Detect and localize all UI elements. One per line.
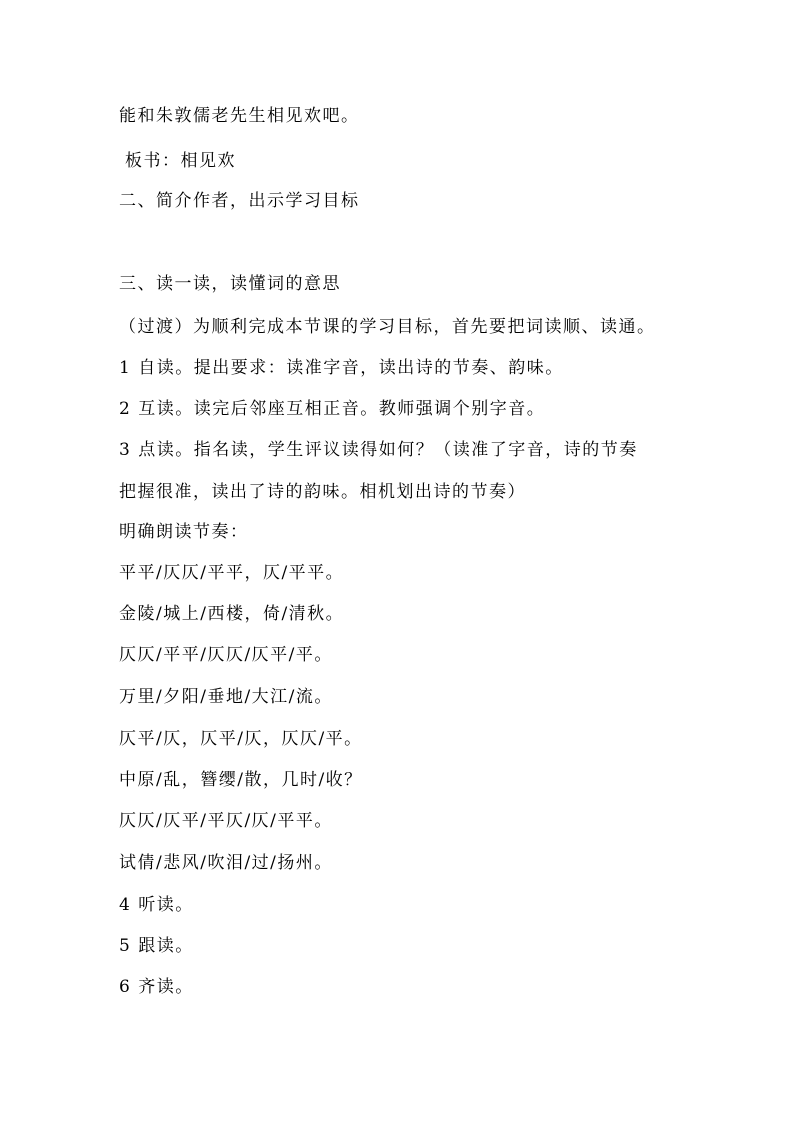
text-line-2: 板书：相见欢 — [125, 151, 236, 171]
section-heading-3: 三、读一读，读懂词的意思 — [119, 274, 341, 294]
text-line-9: 把握很准，读出了诗的韵味。相机划出诗的节奏） — [119, 482, 526, 502]
text-line-8: 3 点读。指名读，学生评议读得如何？（读准了字音，诗的节奏 — [119, 440, 638, 460]
text-line-1: 能和朱敦儒老先生相见欢吧。 — [119, 106, 360, 126]
rhythm-line-3: 仄平/仄，仄平/仄，仄仄/平。 — [119, 729, 363, 749]
poem-line-1: 金陵/城上/西楼，倚/清秋。 — [119, 604, 345, 624]
rhythm-line-4: 仄仄/仄平/平仄/仄/平平。 — [119, 811, 333, 831]
poem-line-4: 试倩/悲风/吹泪/过/扬州。 — [119, 853, 333, 873]
text-line-7: 2 互读。读完后邻座互相正音。教师强调个别字音。 — [119, 399, 546, 419]
rhythm-line-1: 平平/仄仄/平平，仄/平平。 — [119, 563, 345, 583]
text-line-20: 5 跟读。 — [119, 936, 194, 956]
poem-line-2: 万里/夕阳/垂地/大江/流。 — [119, 687, 333, 707]
poem-line-3: 中原/乱，簪缨/散，几时/收？ — [119, 770, 363, 790]
text-line-19: 4 听读。 — [119, 895, 194, 915]
text-line-21: 6 齐读。 — [119, 977, 194, 997]
section-heading-2: 二、简介作者，出示学习目标 — [119, 191, 360, 211]
text-line-10: 明确朗读节奏： — [119, 522, 249, 542]
text-line-5: （过渡）为顺利完成本节课的学习目标，首先要把词读顺、读通。 — [119, 317, 656, 337]
text-line-6: 1 自读。提出要求：读准字音，读出诗的节奏、韵味。 — [119, 358, 564, 378]
rhythm-line-2: 仄仄/平平/仄仄/仄平/平。 — [119, 645, 333, 665]
